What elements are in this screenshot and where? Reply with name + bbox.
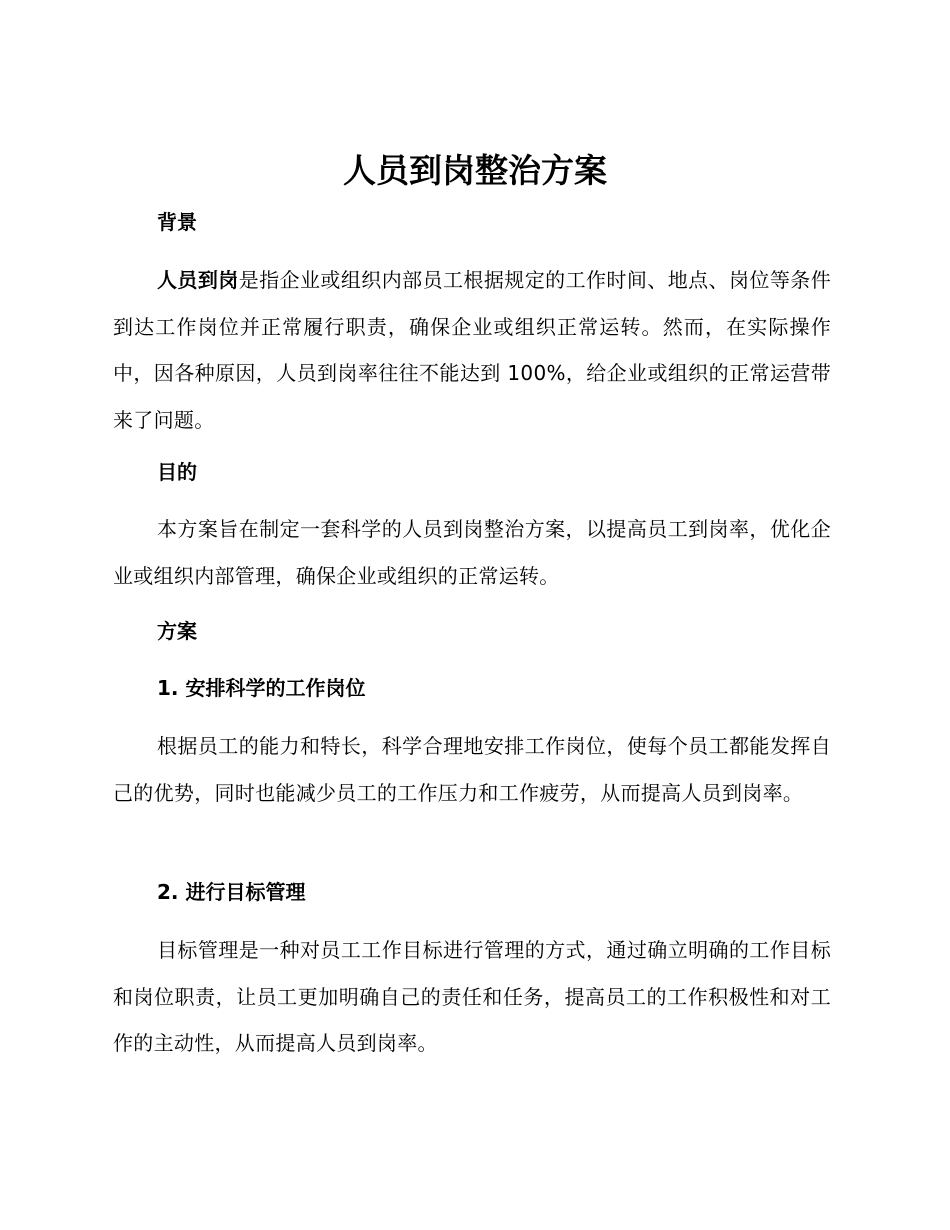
section-heading-purpose: 目的 [157,460,197,484]
section-heading-background: 背景 [157,210,197,234]
paragraph-plan-item-1: 根据员工的能力和特长，科学合理地安排工作岗位，使每个员工都能发挥自己的优势，同时也能减少员工的工作压力和工作疲劳，从而提高人员到岗率。 [113,734,831,805]
subheading-plan-item-1: 1. 安排科学的工作岗位 [157,676,366,700]
section-heading-plan: 方案 [157,619,197,643]
paragraph-plan-item-2: 目标管理是一种对员工工作目标进行管理的方式，通过确立明确的工作目标和岗位职责，让员工更加明确自己的责任和任务，提高员工的工作积极性和对工作的主动性，从而提高人员到岗率。 [113,938,831,1055]
paragraph-body: 是指企业或组织内部员工根据规定的工作时间、地点、岗位等条件到达工作岗位并正常履行职责，确保企业或组织正常运转。然而，在实际操作中，因各种原因，人员到岗率往往不能达到 100%，给企业或组织的正常运营带来了问题。 [113,268,831,432]
paragraph-background [113,257,831,443]
paragraph-lead-bold: 人员到岗 [157,268,239,292]
subheading-plan-item-2: 2. 进行目标管理 [157,880,306,904]
paragraph-purpose: 本方案旨在制定一套科学的人员到岗整治方案，以提高员工到岗率，优化企业或组织内部管理，确保企业或组织的正常运转。 [113,517,831,588]
document-title: 人员到岗整治方案 [343,151,607,190]
